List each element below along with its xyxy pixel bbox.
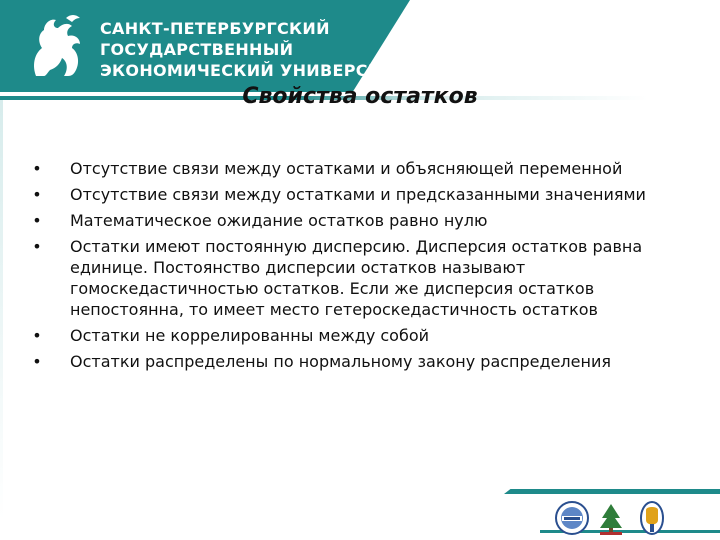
oval-emblem-icon (634, 500, 670, 536)
footer-bar-top (504, 489, 720, 494)
tree-emblem-icon (596, 500, 626, 536)
university-name-line-1: САНКТ-ПЕТЕРБУРГСКИЙ (100, 19, 330, 38)
bullet-item (30, 351, 680, 372)
university-name (100, 18, 415, 81)
university-name-line-2: ГОСУДАРСТВЕННЫЙ (100, 40, 294, 59)
bullet-text: Математическое ожидание остатков равно нулю (70, 211, 488, 230)
footer-logos (554, 500, 672, 536)
bullet-item (30, 236, 680, 320)
bullet-text: Остатки распределены по нормальному закону распределения (70, 352, 611, 371)
bullet-item (30, 210, 680, 231)
griffin-icon (22, 10, 94, 82)
bullet-marker: • (32, 237, 42, 256)
bullet-marker: • (32, 185, 42, 204)
bullet-item (30, 325, 680, 346)
bullet-text: Остатки не коррелированны между собой (70, 326, 430, 345)
left-divider (0, 100, 3, 520)
bullet-text: Отсутствие связи между остатками и предсказанными значениями (70, 185, 646, 204)
bullet-marker: • (32, 211, 42, 230)
bullet-marker: • (32, 352, 42, 371)
bullet-marker: • (32, 159, 42, 178)
bullet-item (30, 184, 680, 205)
bullet-list (30, 158, 680, 377)
bullet-text: Остатки имеют постоянную дисперсию. Дисперсия остатков равна единице. Постоянство дисперсии остатков называют гомоскедастичностью остатков. Если же дисперсия остатков непостоянна, то имеет место гетероскедастичность остатков (70, 237, 643, 319)
round-emblem-icon (554, 500, 590, 536)
bullet-item (30, 158, 680, 179)
university-name-line-3: ЭКОНОМИЧЕСКИЙ УНИВЕРСИТЕТ (100, 61, 416, 80)
slide-title: Свойства остатков (242, 84, 478, 109)
bullet-text: Отсутствие связи между остатками и объясняющей переменной (70, 159, 623, 178)
bullet-marker: • (32, 326, 42, 345)
